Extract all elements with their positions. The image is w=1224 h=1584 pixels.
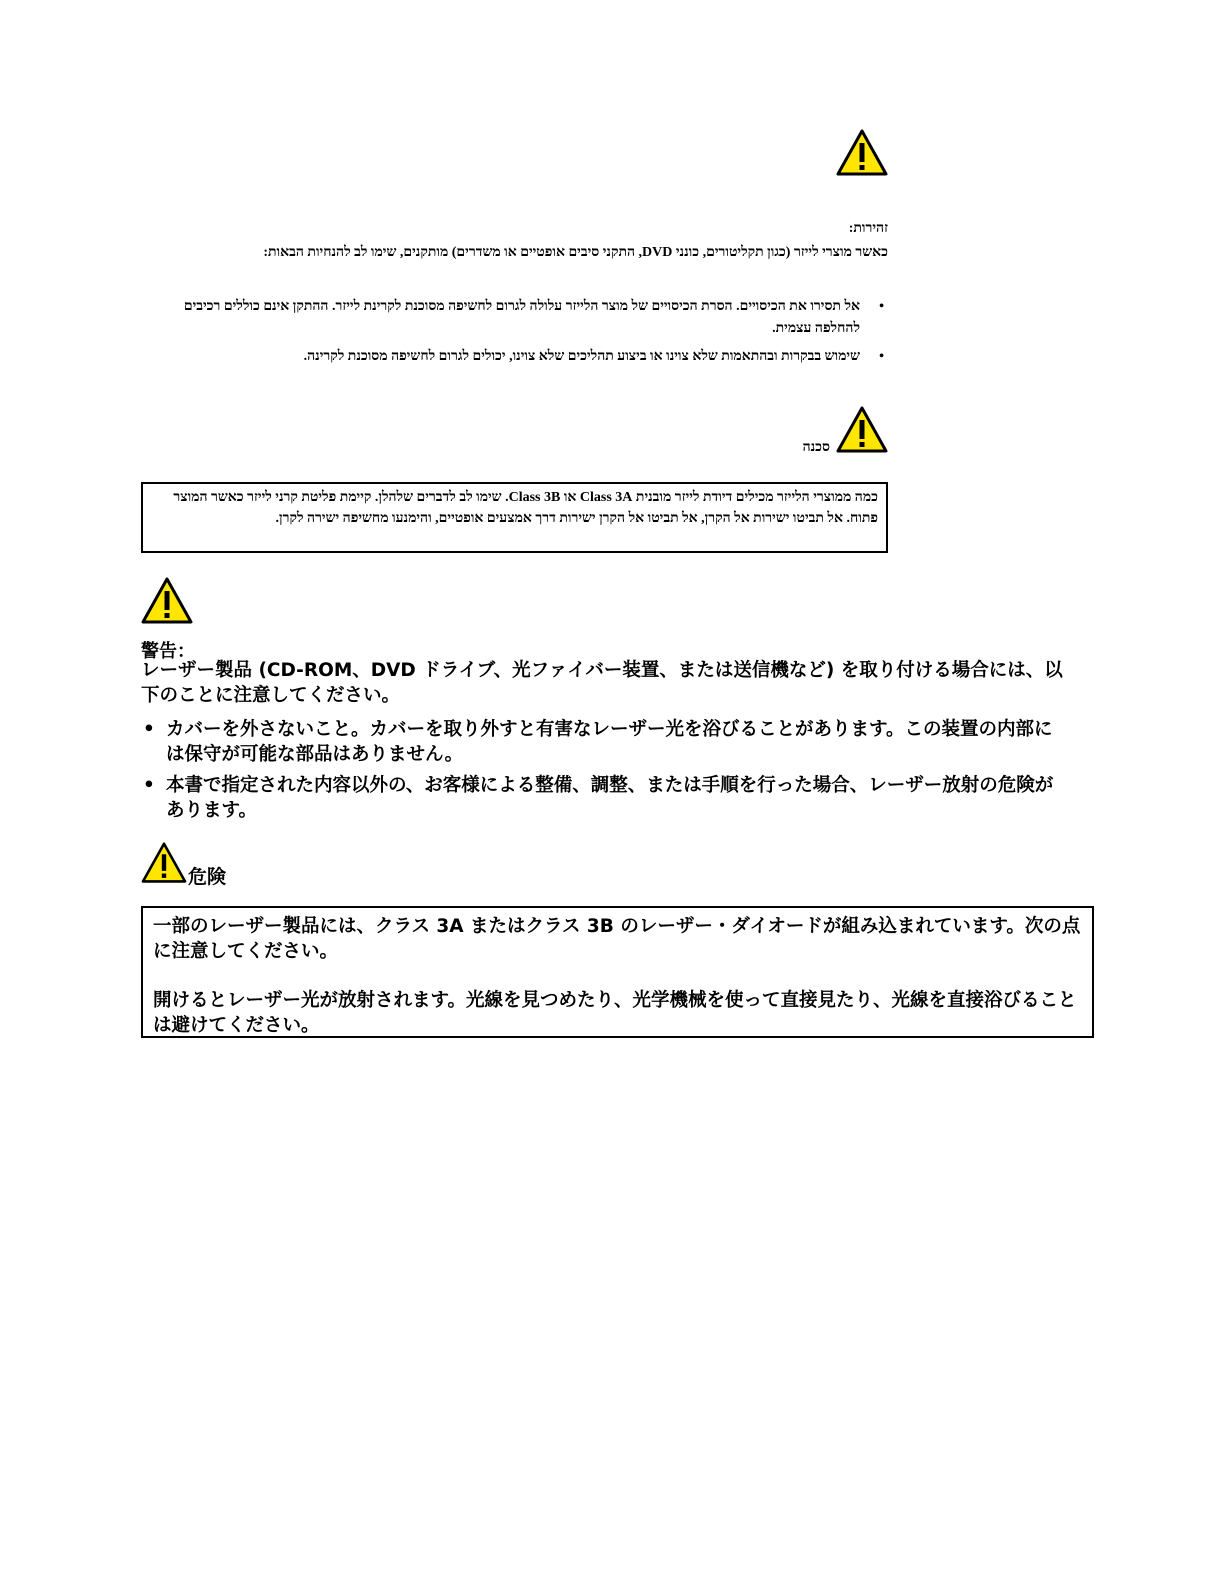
- japanese-danger-label: 危険: [188, 866, 227, 888]
- japanese-caution-label: 警告：: [141, 641, 195, 662]
- hebrew-danger-box: כמה ממוצרי הלייזר מכילים דיודת לייזר מובנית Class 3A או Class 3B. שימו לב לדברים שלהלן. קיימת פליטת קרני לייזר כאשר המוצר פתוח. אל תביטו ישירות אל הקרן, אל תביטו אל הקרן ישירות דרך אמצעים אופטיים, והימנעו מחשיפה ישירה לקרן.: [141, 482, 888, 553]
- list-item: • שימוש בבקרות ובהתאמות שלא צוינו או ביצוע תהליכים שלא צוינו, יכולים לגרום לחשיפה מסוכנת לקרינה.: [170, 346, 888, 368]
- warning-triangle-icon: [836, 129, 888, 177]
- hebrew-danger-label: סכנה: [802, 440, 830, 455]
- japanese-danger-paragraph: 開けるとレーザー光が放射されます。光線を見つめたり、光学機械を使って直接見たり、光線を直接浴びることは避けてください。: [153, 990, 1077, 1036]
- list-item: • カバーを外さないこと。カバーを取り外すと有害なレーザー光を浴びることがあります。この装置の内部には保守が可能な部品はありません。: [141, 717, 1071, 767]
- japanese-caution-intro: レーザー製品 (CD-ROM、DVD ドライブ、光ファイバー装置、または送信機など) を取り付ける場合には、以下のことに注意してください。: [141, 660, 1063, 706]
- japanese-danger-paragraph: 一部のレーザー製品には、クラス 3A またはクラス 3B のレーザー・ダイオードが組み込まれています。次の点に注意してください。: [153, 916, 1081, 962]
- japanese-danger-box: [141, 906, 1094, 1038]
- list-item: • אל תסירו את הכיסויים. הסרת הכיסויים של מוצר הלייזר עלולה לגרום לחשיפה מסוכנת לקרינת לייזר. ההתקן אינם כוללים רכיבים להחלפה עצמית.: [170, 296, 888, 340]
- warning-triangle-icon: [141, 842, 187, 884]
- hebrew-caution-list: [170, 296, 888, 374]
- warning-triangle-icon: [141, 577, 193, 625]
- hebrew-caution-intro: כאשר מוצרי לייזר (כגון תקליטורים, כונני DVD, התקני סיבים אופטיים או משדרים) מותקנים, שימו לב להנחיות הבאות:: [263, 245, 888, 260]
- warning-triangle-icon: [836, 406, 888, 454]
- list-item: • 本書で指定された内容以外の、お客様による整備、調整、または手順を行った場合、レーザー放射の危険があります。: [141, 773, 1071, 823]
- hebrew-caution-label: זהירות:: [848, 221, 888, 236]
- japanese-caution-list: [141, 717, 1071, 829]
